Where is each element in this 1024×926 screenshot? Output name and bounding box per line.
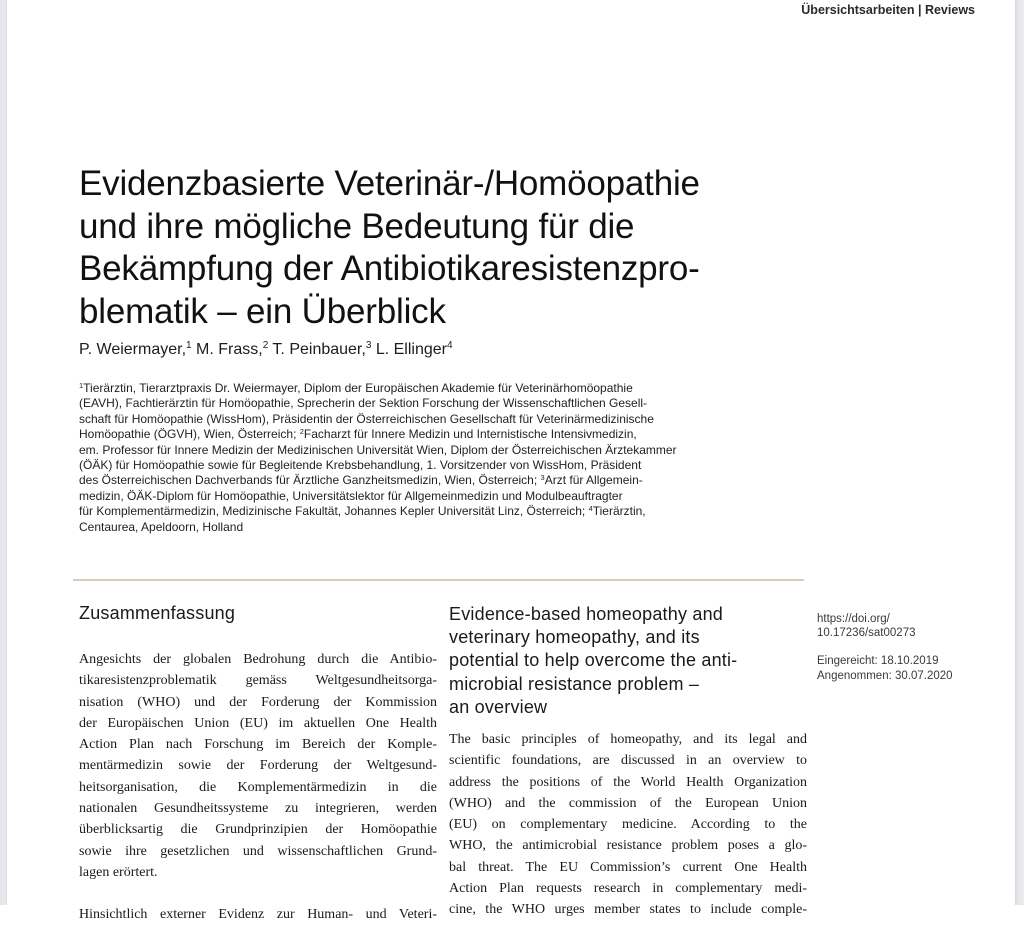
affiliation-line — [79, 504, 809, 519]
abstract-heading-de: Zusammenfassung — [79, 603, 236, 623]
doi-link[interactable]: https://doi.org/ — [817, 613, 890, 625]
title-line: blematik – ein Überblick — [79, 291, 446, 331]
paragraph-gap — [79, 883, 437, 904]
author-list — [79, 341, 453, 359]
text-line: der Europäischen Union (EU) im aktuellen One Health — [79, 715, 437, 731]
affiliation-text: Facharzt für Innere Medizin und Internistische Intensivmedizin, — [303, 427, 637, 442]
affiliation-marker: 4 — [447, 340, 453, 351]
affiliation-marker: 1 — [79, 381, 84, 390]
article-title — [79, 163, 819, 333]
scrollbar-track[interactable] — [1015, 0, 1024, 905]
title-line: Bekämpfung der Antibiotikaresistenzpro- — [79, 249, 700, 288]
article-metadata — [817, 612, 953, 683]
text-line: WHO, the antimicrobial resistance problem poses a glo- — [449, 838, 807, 854]
affiliation-marker: 3 — [540, 473, 545, 483]
metadata-gap — [817, 640, 953, 654]
title-line: Evidenzbasierte Veterinär-/Homöopathie — [79, 164, 700, 203]
doi-link[interactable]: 10.17236/sat00273 — [817, 627, 916, 640]
text-line: Hinsichtlich externer Evidenz zur Human- und Veteri- — [79, 907, 437, 923]
text-line: bal threat. The EU Commission’s current One Health — [449, 859, 807, 875]
text-line: nationalen Gesundheitssysteme zu integrieren, werden — [79, 801, 437, 817]
heading-line: potential to help overcome the anti- — [449, 650, 738, 671]
affiliation-marker: 3 — [365, 340, 372, 351]
affiliation-line — [79, 412, 809, 427]
text-line: lagen erörtert. — [79, 864, 158, 880]
affiliation-text: Tierärztin, — [592, 504, 646, 519]
text-line: überblicksartig die Grundprinzipien der Homöopathie — [79, 822, 437, 838]
title-line: und ihre mögliche Bedeutung für die — [79, 206, 635, 246]
text-line: (EU) on complementary medicine. According to the — [449, 817, 807, 833]
text-line: Action Plan nach Forschung im Bereich der Komple- — [79, 737, 437, 753]
abstract-body-en — [449, 729, 807, 921]
affiliation-line — [79, 473, 809, 488]
affiliation-text: Homöopathie (ÖGVH), Wien, Österreich; — [79, 427, 300, 442]
text-line: Angesichts der globalen Bedrohung durch die Antibio- — [79, 652, 437, 667]
affiliation-marker: 4 — [588, 504, 593, 514]
affiliation-line — [79, 458, 809, 473]
affiliation-marker: 1 — [186, 340, 192, 351]
affiliation-line — [79, 381, 809, 396]
affiliations — [79, 381, 809, 535]
affiliation-line — [79, 443, 809, 458]
affiliation-line — [79, 427, 809, 442]
affiliation-text: des Österreichischen Dachverbands für Ärztliche Ganzheitsmedizin, Wien, Österreich; — [79, 473, 541, 488]
heading-line: an overview — [449, 696, 548, 717]
affiliation-text: für Komplementärmedizin, Medizinische Fakultät, Johannes Kepler Universität Linz, Österreich; — [79, 504, 589, 519]
document-page — [7, 0, 1015, 923]
heading-line: microbial resistance problem – — [449, 673, 700, 694]
affiliation-text: Centaurea, Apeldoorn, Holland — [79, 519, 244, 534]
section-tag: Übersichtsarbeiten | Reviews — [801, 3, 975, 17]
affiliation-text: em. Professor für Innere Medizin der Medizinischen Universität Wien, Diplom der Österreichischen Ärztekammer — [79, 442, 677, 457]
text-line: scientific foundations, are discussed in an overview to — [449, 753, 807, 769]
page-edge-left — [0, 0, 7, 905]
abstract-body-de — [79, 649, 437, 926]
author-name: L. Ellinger — [375, 341, 447, 358]
text-line: sowie ihre gesetzlichen und wissenschaftlichen Grund- — [79, 843, 437, 859]
affiliation-line — [79, 396, 809, 411]
text-line: mentärmedizin sowie der Forderung der Weltgesund- — [79, 758, 437, 774]
accepted-date: Angenommen: 30.07.2020 — [817, 669, 953, 682]
author-name: T. Peinbauer, — [272, 341, 366, 358]
author-name: P. Weiermayer, — [79, 341, 187, 358]
affiliation-text: Tierärztin, Tierarztpraxis Dr. Weiermayer, Diplom der Europäischen Akademie für Veterinärhomöopathie — [83, 381, 633, 395]
text-line: address the positions of the World Health Organization — [449, 774, 807, 790]
text-line: nisation (WHO) und der Forderung der Kommission — [79, 694, 437, 710]
affiliation-text: schaft für Homöopathie (WissHom), Präsidentin der Österreichischen Gesellschaft für Veterinärmedizinische — [79, 411, 654, 426]
affiliation-text: (ÖÄK) für Homöopathie sowie für Begleitende Krebsbehandlung, 1. Vorsitzender von WissHom, Präsident — [79, 458, 642, 473]
text-line: Action Plan requests research in complementary medi- — [449, 881, 807, 897]
affiliation-text: (EAVH), Fachtierärztin für Homöopathie, Sprecherin der Sektion Forschung der Wissenschaftlichen Gesell- — [79, 396, 648, 411]
text-line: cine, the WHO urges member states to include comple- — [449, 902, 807, 918]
author-name: M. Frass, — [196, 341, 263, 358]
abstract-heading-en — [449, 603, 809, 719]
affiliation-marker: 2 — [262, 340, 269, 351]
text-line: The basic principles of homeopathy, and its legal and — [449, 732, 807, 747]
heading-line: veterinary homeopathy, and its — [449, 627, 700, 648]
affiliation-text: Arzt für Allgemein- — [544, 473, 643, 488]
affiliation-marker: 2 — [299, 427, 304, 437]
text-line: tikaresistenzproblematik gemäss Weltgesundheitsorga- — [79, 673, 437, 689]
section-divider — [73, 579, 804, 581]
text-line: (WHO) and the commission of the European Union — [449, 795, 807, 811]
submitted-date: Eingereicht: 18.10.2019 — [817, 655, 939, 668]
heading-line: Evidence-based homeopathy and — [449, 604, 723, 624]
text-line: heitsorganisation, die Komplementärmedizin in die — [79, 779, 437, 795]
affiliation-text: medizin, ÖÄK-Diplom für Homöopathie, Universitätslektor für Allgemeinmedizin und Modulbeauftragter — [79, 488, 623, 503]
affiliation-line — [79, 489, 809, 504]
affiliation-line — [79, 520, 809, 535]
